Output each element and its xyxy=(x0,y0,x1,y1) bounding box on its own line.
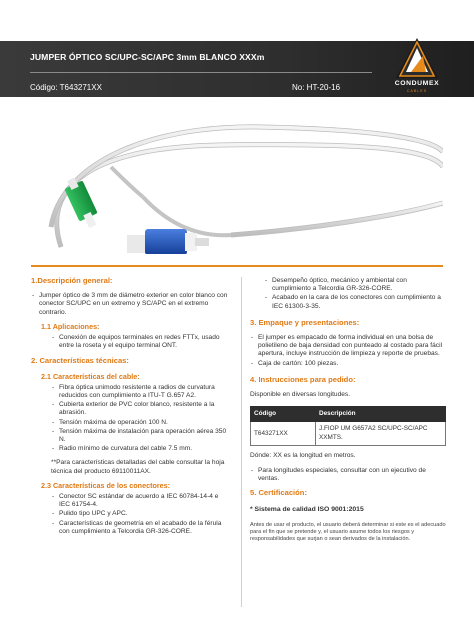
table-row xyxy=(251,422,446,445)
logo-subtitle: CABLES xyxy=(406,89,428,93)
header-rule xyxy=(30,72,372,73)
condumex-logo-mark-icon xyxy=(378,36,456,80)
section-2-1-title: 2.1 Características del cable: xyxy=(41,371,140,381)
list-item: - Desempeño óptico, mecánico y ambiental con cumplimiento a Telcordia GR-326-CORE. xyxy=(264,277,446,293)
iso-certification: * Sistema de calidad ISO 9001:2015 xyxy=(250,505,364,513)
product-photo xyxy=(31,107,443,254)
section-3-title: 3. Empaque y presentaciones: xyxy=(250,317,360,327)
list-item: - Tensión máxima de operación 100 N. xyxy=(51,419,231,427)
product-title: JUMPER ÓPTICO SC/UPC-SC/APC 3mm BLANCO XXXm xyxy=(30,52,265,62)
list-item: - Pulido tipo UPC y APC. xyxy=(51,510,231,518)
list-item: - Características de geometría en el acabado de la férula con cumplimiento a Telcordia GR-326-CORE. xyxy=(51,520,231,536)
section-1-title: 1.Descripción general: xyxy=(31,276,113,285)
fiber-jumper-illustration xyxy=(31,107,443,254)
document-number: No: HT-20-16 xyxy=(292,83,341,92)
product-code: Código: T643271XX xyxy=(30,83,102,92)
list-item: - Tensión máxima de instalación para operación aérea 350 N. xyxy=(51,428,231,444)
section-divider xyxy=(31,265,443,267)
disclaimer-text: Antes de usar el producto, el usuario deberá determinar si este es el adecuado para el fin que se pretende y, el usuario asume todos los riesgos y responsabilidades que surjan o sean derivados de la instalación. xyxy=(250,521,446,542)
list-item: - Para longitudes especiales, consultar con un ejecutivo de ventas. xyxy=(250,467,446,483)
list-item: - Fibra óptica unimodo resistente a radios de curvatura reducidos con cumplimiento a ITU-T G.657 A2. xyxy=(51,384,231,400)
table-cell-description: J.FIOP UM G657A2 SC/UPC-SC/APC XXMTS. xyxy=(316,422,446,445)
section-5-title: 5. Certificación: xyxy=(250,488,307,498)
section-1-1-title: 1.1 Aplicaciones: xyxy=(41,321,100,331)
list-item: - Cubierta exterior de PVC color blanco, resistente a la abrasión. xyxy=(51,401,231,417)
general-description: - Jumper óptico de 3 mm de diámetro exterior en color blanco con conector SC/UPC en un extremo y SC/APC en el extremo contrario. xyxy=(31,292,231,317)
table-header-description: Descripción xyxy=(316,407,446,422)
section-2-3-title: 2.3 Características de los conectores: xyxy=(41,480,171,490)
left-column xyxy=(31,277,231,542)
length-note: Dónde: XX es la longitud en metros. xyxy=(250,451,356,459)
column-separator xyxy=(241,277,242,607)
section-4-title: 4. Instrucciones para pedido: xyxy=(250,374,356,384)
right-column xyxy=(250,277,446,543)
green-connector-icon xyxy=(64,178,97,229)
order-codes-table xyxy=(250,406,446,446)
logo-brand: CONDUMEX xyxy=(394,80,440,87)
cable-datasheet-note: **Para características detalladas del cable consultar la hoja técnica del producto 69110011AX. xyxy=(51,459,225,475)
list-item: - Conector SC estándar de acuerdo a IEC 60784-14-4 e IEC 61754-4. xyxy=(51,493,231,509)
list-item: - Radio mínimo de curvatura del cable 7.5 mm. xyxy=(51,445,231,453)
list-item: - Caja de cartón: 100 piezas. xyxy=(250,360,446,368)
availability-text: Disponible en diversas longitudes. xyxy=(250,391,351,399)
table-header-code: Código xyxy=(251,407,316,422)
table-cell-code: T643271XX xyxy=(251,422,316,445)
section-2-title: 2. Características técnicas: xyxy=(31,356,129,366)
condumex-logo xyxy=(378,36,456,102)
list-item: - Acabado en la cara de los conectores con cumplimiento a IEC 61300-3-35. xyxy=(264,294,446,310)
list-item: - El jumper es empacado de forma individual en una bolsa de polietileno de baja densidad con punteado al costado para fácil apertura, incluye instrucción de limpieza y reporte de pruebas. xyxy=(250,334,446,359)
list-item: - Conexión de equipos terminales en redes FTTx, usado entre la roseta y el equipo terminal ONT. xyxy=(51,334,231,350)
